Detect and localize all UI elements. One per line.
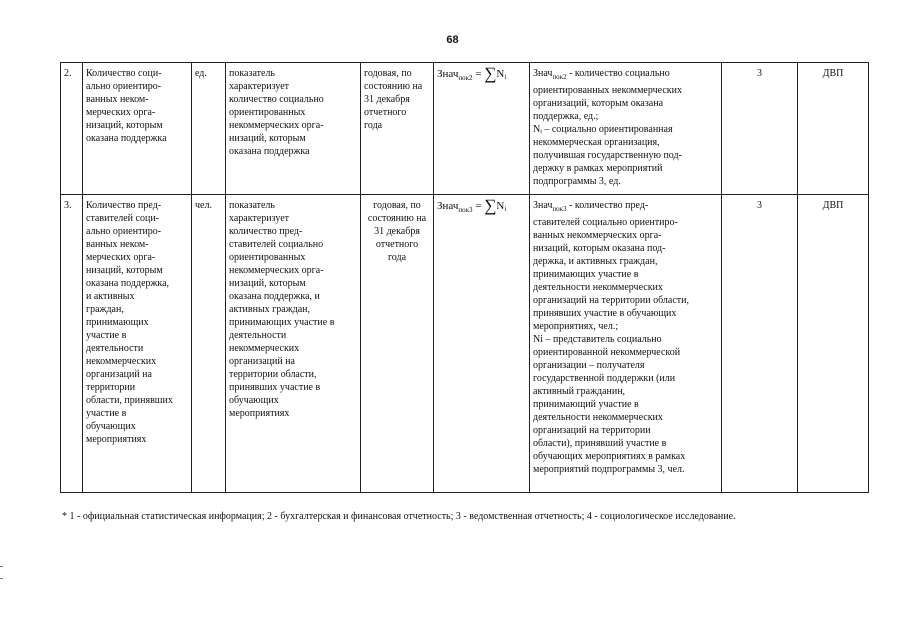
explanation-line: деятельности некоммерческих [533,282,663,293]
definition-line: характеризует [229,81,290,92]
period-line: состоянию на [364,81,423,92]
indicator-name-line: и активных [86,291,135,302]
explanation-line: принимающий участие в [533,399,639,410]
explanation-line: - количество пред- [566,200,649,211]
formula [434,63,530,195]
indicator-name-line: мероприятиях [86,434,147,445]
explanation-lead: Знач [533,68,553,79]
indicator-definition [226,195,361,493]
period-line: отчетного [375,239,419,250]
row-number [61,195,83,493]
explanation [530,63,722,195]
indicator-name-line: низаций, которым [86,120,163,131]
explanation-line: мероприятий подпрограммы 3, чел. [533,464,685,475]
formula-expression [437,64,507,83]
indicator-name-line: ставителей соци- [86,213,160,224]
explanation [530,195,722,493]
table-row [61,195,869,493]
indicator-name [83,63,192,195]
formula-term-subscript: i [504,205,507,213]
definition-line: принимающих участие в [229,317,335,328]
responsible-text: ДВП [822,200,844,211]
page-number: 68 [446,34,459,46]
indicator-definition [226,63,361,195]
unit [192,195,226,493]
sum-symbol-icon: ∑ [484,64,497,83]
explanation-line: ванных некоммерческих орга- [533,230,662,241]
explanation-line: принимающих участие в [533,269,639,280]
formula-equals: = [472,68,485,80]
explanation-line: получившая государственную под- [533,150,682,161]
formula-subscript: пок [458,74,470,82]
formula-index: 3 [469,206,473,214]
explanation-line: деятельности некоммерческих [533,412,663,423]
indicator-name-line: оказана поддержка, [86,278,170,289]
indicator-name [83,195,192,493]
indicator-name-line: Количество пред- [86,200,162,211]
definition-line: количество социально [229,94,324,105]
row-number-text: 2. [64,68,72,79]
explanation-line: некоммерческая организация, [533,137,660,148]
definition-line: оказана поддержка, и [229,291,320,302]
indicator-name-line: ально ориентиро- [86,226,162,237]
formula-equals: = [472,200,485,212]
definition-line: некоммерческих орга- [229,265,324,276]
definition-line: организаций на [229,356,295,367]
indicator-name-line: обучающих [86,421,136,432]
indicator-name-line: ванных неком- [86,94,149,105]
indicator-name-line: деятельности [86,343,144,354]
formula-index: 2 [469,74,473,82]
definition-line: низаций, которым [229,133,306,144]
definition-line: низаций, которым [229,278,306,289]
period-line: 31 декабря [364,94,410,105]
indicator-name-line: организаций на [86,369,152,380]
row-number [61,63,83,195]
definition-line: некоммерческих орга- [229,120,324,131]
margin-mark [0,578,3,579]
explanation-line: подпрограммы 3, ед. [533,176,621,187]
indicators-table [60,62,869,493]
explanation-line: организаций на территории [533,425,651,436]
margin-mark [0,566,3,567]
period-line: годовая, по [373,200,421,211]
formula-lhs: Знач [437,68,459,80]
reporting-period [361,195,434,493]
indicator-name-line: территории [86,382,136,393]
explanation-line: активный гражданин, [533,386,626,397]
explanation-line: держку в рамках мероприятий [533,163,663,174]
explanation-line: - количество социально [566,68,670,79]
definition-line: деятельности [229,330,287,341]
formula-lhs: Знач [437,200,459,212]
explanation-lead-subscript: пок2 [552,73,567,81]
explanation-line: организаций, которым оказана [533,98,664,109]
period-line: года [387,252,407,263]
indicator-name-line: низаций, которым [86,265,163,276]
unit [192,63,226,195]
definition-line: принявших участие в [229,382,321,393]
definition-line: ориентированных [229,107,306,118]
definition-line: мероприятиях [229,408,290,419]
definition-line: количество пред- [229,226,303,237]
explanation-line: области), принявший участие в [533,438,667,449]
indicator-name-line: области, принявших [86,395,173,406]
footnote: * 1 - официальная статистическая информация; 2 - бухгалтерская и финансовая отчетность; 3 - ведомственная отчетность; 4 - социологическое исследование. [62,511,736,522]
explanation-line: мероприятиях, чел.; [533,321,619,332]
definition-line: активных граждан, [229,304,311,315]
reporting-period [361,63,434,195]
explanation-line: государственной поддержки (или [533,373,676,384]
indicator-name-line: ально ориентиро- [86,81,162,92]
indicator-name-line: мерческих орга- [86,107,156,118]
unit-text: чел. [195,200,212,211]
sum-symbol-icon: ∑ [484,196,497,215]
explanation-line: обучающих мероприятиях в рамках [533,451,686,462]
explanation-line: ориентированной некоммерческой [533,347,681,358]
explanation-line: поддержка, ед.; [533,111,599,122]
responsible [798,195,869,493]
period-line: годовая, по [364,68,412,79]
responsible [798,63,869,195]
period-line: года [364,120,383,131]
indicator-name-line: Количество соци- [86,68,162,79]
explanation-line: держка, и активных граждан, [533,256,658,267]
explanation-line: организаций на территории области, [533,295,690,306]
explanation-line: низаций, которым оказана под- [533,243,666,254]
period-line: состоянию на [367,213,427,224]
indicator-name-line: принимающих [86,317,149,328]
formula-term: N [496,200,505,212]
formula [434,195,530,493]
row-number-text: 3. [64,200,72,211]
data-source-text: 3 [757,200,762,211]
unit-text: ед. [195,68,207,79]
formula-term-subscript: i [504,73,507,81]
indicator-name-line: оказана поддержка [86,133,167,144]
indicator-name-line: участие в [86,330,127,341]
responsible-text: ДВП [822,68,844,79]
formula-term: N [496,68,505,80]
data-source [722,63,798,195]
indicator-name-line: граждан, [86,304,124,315]
table-row [61,63,869,195]
explanation-line: организации – получателя [533,360,645,371]
indicator-name-line: некоммерческих [86,356,157,367]
explanation-line: ставителей социально ориентиро- [533,217,678,228]
definition-line: некоммерческих [229,343,300,354]
data-source [722,195,798,493]
data-source-text: 3 [757,68,762,79]
period-line: 31 декабря [374,226,420,237]
definition-line: территории области, [229,369,317,380]
explanation-lead-subscript: пок3 [552,205,567,213]
explanation-line: принявших участие в обучающих [533,308,677,319]
definition-line: ориентированных [229,252,306,263]
explanation-line: ориентированных некоммерческих [533,85,682,96]
indicator-name-line: мерческих орга- [86,252,156,263]
indicator-name-line: ванных неком- [86,239,149,250]
definition-line: оказана поддержка [229,146,310,157]
formula-subscript: пок [458,206,470,214]
definition-line: характеризует [229,213,290,224]
period-line: отчетного [364,107,407,118]
explanation-line: Ni – представитель социально [533,334,662,345]
formula-expression [437,196,507,215]
explanation-line: Nᵢ – социально ориентированная [533,124,673,135]
definition-line: показатель [229,200,275,211]
indicator-name-line: участие в [86,408,127,419]
explanation-lead: Знач [533,200,553,211]
definition-line: обучающих [229,395,279,406]
definition-line: ставителей социально [229,239,324,250]
definition-line: показатель [229,68,275,79]
